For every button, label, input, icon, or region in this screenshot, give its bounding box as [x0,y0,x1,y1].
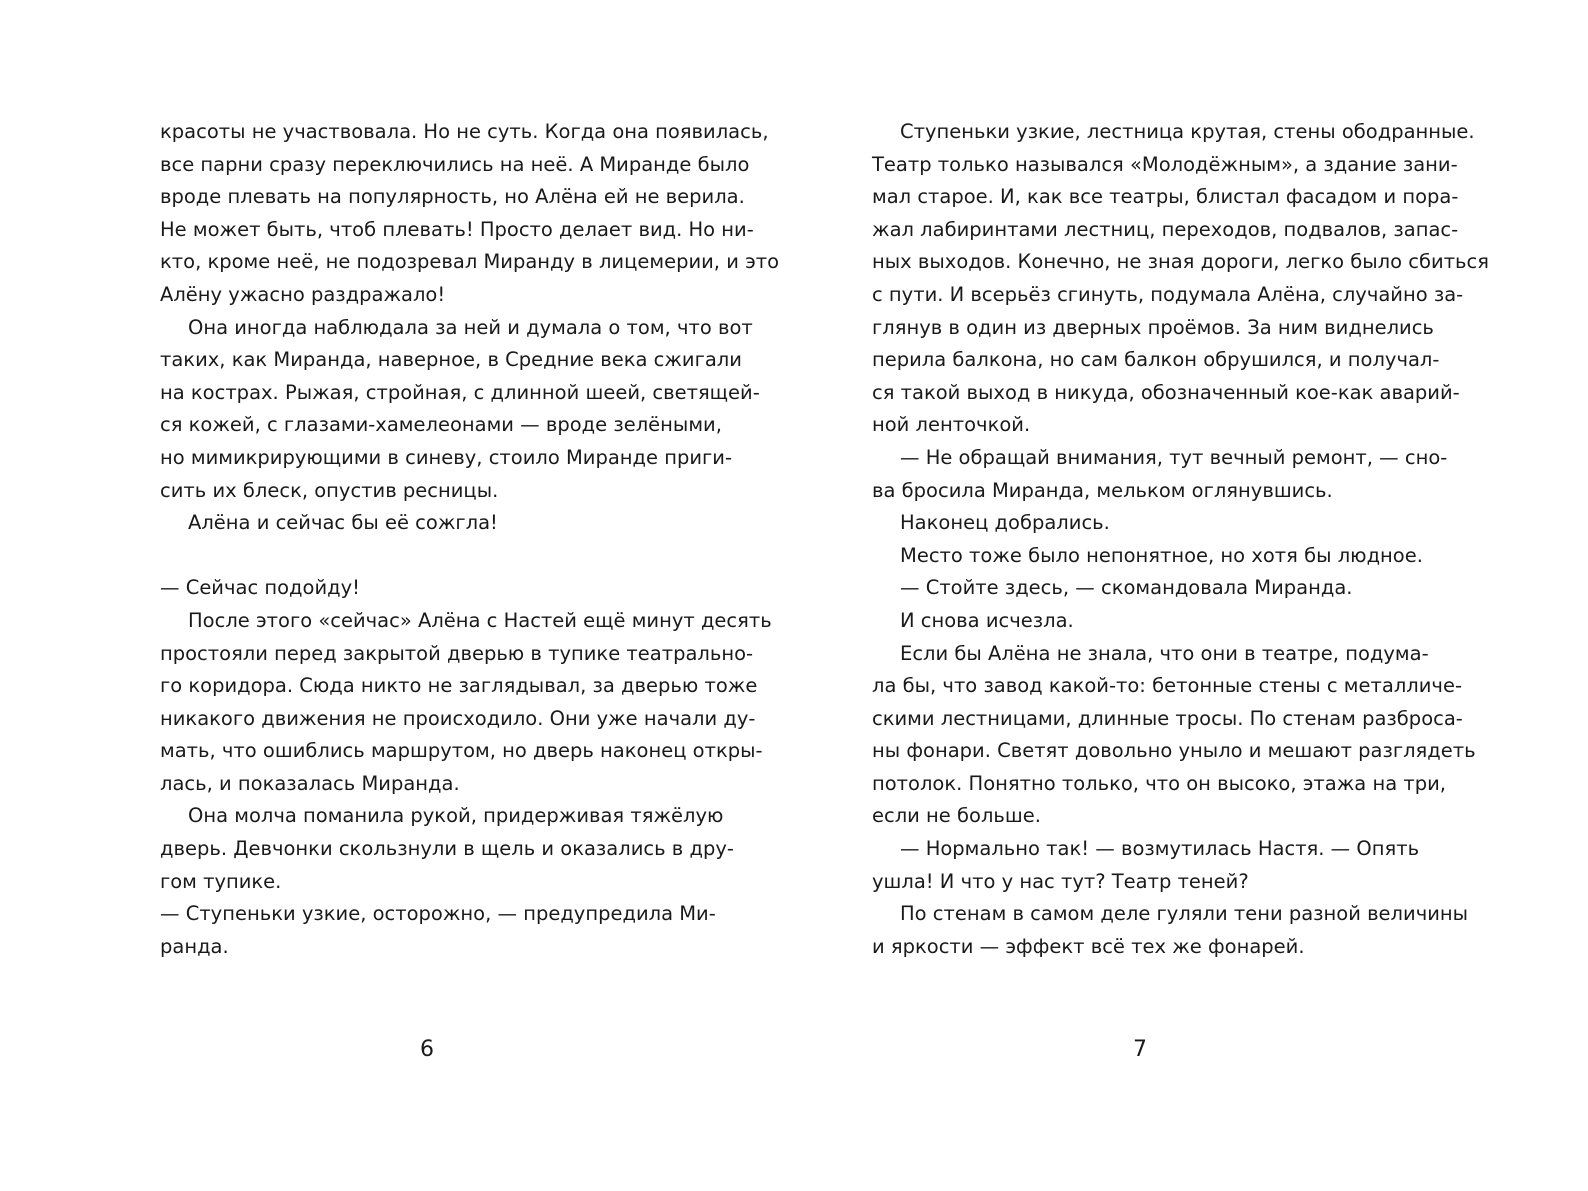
text-line: После этого «сейчас» Алёна с Настей ещё минут десять [188,608,772,632]
text-line: Если бы Алёна не знала, что они в театре, подума- [900,641,1429,665]
text-line: Алёну ужасно раздражало! [160,282,446,306]
text-line: И снова исчезла. [900,608,1074,632]
text-line: Она иногда наблюдала за ней и думала о том, что вот [188,315,753,339]
text-line: скими лестницами, длинные тросы. По стенам разброса- [872,706,1463,730]
text-line: Театр только назывался «Молодёжным», а здание зани- [872,152,1458,176]
text-line: вроде плевать на популярность, но Алёна ей не верила. [160,185,745,209]
text-line: перила балкона, но сам балкон обрушился, и получал- [872,348,1440,372]
text-line: По стенам в самом деле гуляли тени разной величины [900,902,1469,926]
text-line: Наконец добрались. [900,511,1110,535]
text-line: ных выходов. Конечно, не зная дороги, легко было сбиться [872,250,1489,274]
text-line: ушла! И что у нас тут? Театр теней? [872,869,1249,893]
text-line: Ступеньки узкие, лестница крутая, стены ободранные. [900,120,1475,143]
text-line: ной ленточкой. [872,413,1031,437]
text-line: го коридора. Сюда никто не заглядывал, за дверью тоже [160,674,758,698]
text-line: Не может быть, чтоб плевать! Просто делает вид. Но ни- [160,217,754,241]
text-line: с пути. И всерьёз сгинуть, подумала Алёна, случайно за- [872,282,1464,306]
dialogue-line: — Не обращай внимания, тут вечный ремонт, — сно- [900,445,1448,469]
text-line: на кострах. Рыжая, стройная, с длинной шеей, светящей- [160,380,760,404]
text-line: Алёна и сейчас бы её сожгла! [188,511,498,535]
dialogue-line: — Стойте здесь, — скомандовала Миранда. [900,576,1353,600]
text-line: потолок. Понятно только, что он высоко, этажа на три, [872,771,1446,795]
text-line: и яркости — эффект всё тех же фонарей. [872,934,1305,958]
text-line: сить их блеск, опустив ресницы. [160,478,499,502]
text-line: ся кожей, с глазами-хамелеонами — вроде зелёными, [160,413,722,437]
page-number-right: 7 [1133,1037,1147,1062]
text-line: Место тоже было непонятное, но хотя бы людное. [900,543,1423,567]
text-line: глянув в один из дверных проёмов. За ним виднелись [872,315,1434,339]
text-line: ла бы, что завод какой-то: бетонные стены с металличе- [872,674,1462,698]
text-line: красоты не участвовала. Но не суть. Когда она появилась, [160,120,769,143]
text-line: если не больше. [872,804,1041,828]
section-break [160,540,705,573]
text-line: простояли перед закрытой дверью в тупике театрально- [160,641,754,665]
text-line: лась, и показалась Миранда. [160,771,460,795]
text-line: все парни сразу переключились на неё. А Миранде было [160,152,750,176]
text-line: жал лабиринтами лестниц, переходов, подвалов, запас- [872,217,1459,241]
text-line: ны фонари. Светят довольно уныло и мешают разглядеть [872,739,1476,763]
text-line: никакого движения не происходило. Они уже начали ду- [160,706,756,730]
text-line: ва бросила Миранда, мельком оглянувшись. [872,478,1333,502]
dialogue-line: — Сейчас подойду! [160,576,360,600]
text-line: гом тупике. [160,869,282,893]
text-line: Она молча поманила рукой, придерживая тяжёлую [188,804,724,828]
dialogue-line: — Ступеньки узкие, осторожно, — предупредила Ми- [160,902,716,926]
text-line: мать, что ошиблись маршрутом, но дверь наконец откры- [160,739,763,763]
page-number-left: 6 [420,1037,434,1062]
text-line: мал старое. И, как все театры, блистал фасадом и пора- [872,185,1459,209]
text-line: но мимикрирующими в синеву, стоило Миранде приги- [160,445,732,469]
text-line: ся такой выход в никуда, обозначенный кое-как аварий- [872,380,1460,404]
text-line: таких, как Миранда, наверное, в Средние века сжигали [160,348,742,372]
text-line: дверь. Девчонки скользнули в щель и оказались в дру- [160,837,734,861]
left-page-body [160,116,780,963]
right-page-body [872,116,1489,963]
text-line: ранда. [160,934,229,958]
text-line: кто, кроме неё, не подозревал Миранду в лицемерии, и это [160,250,780,274]
dialogue-line: — Нормально так! — возмутилась Настя. — Опять [900,837,1420,861]
